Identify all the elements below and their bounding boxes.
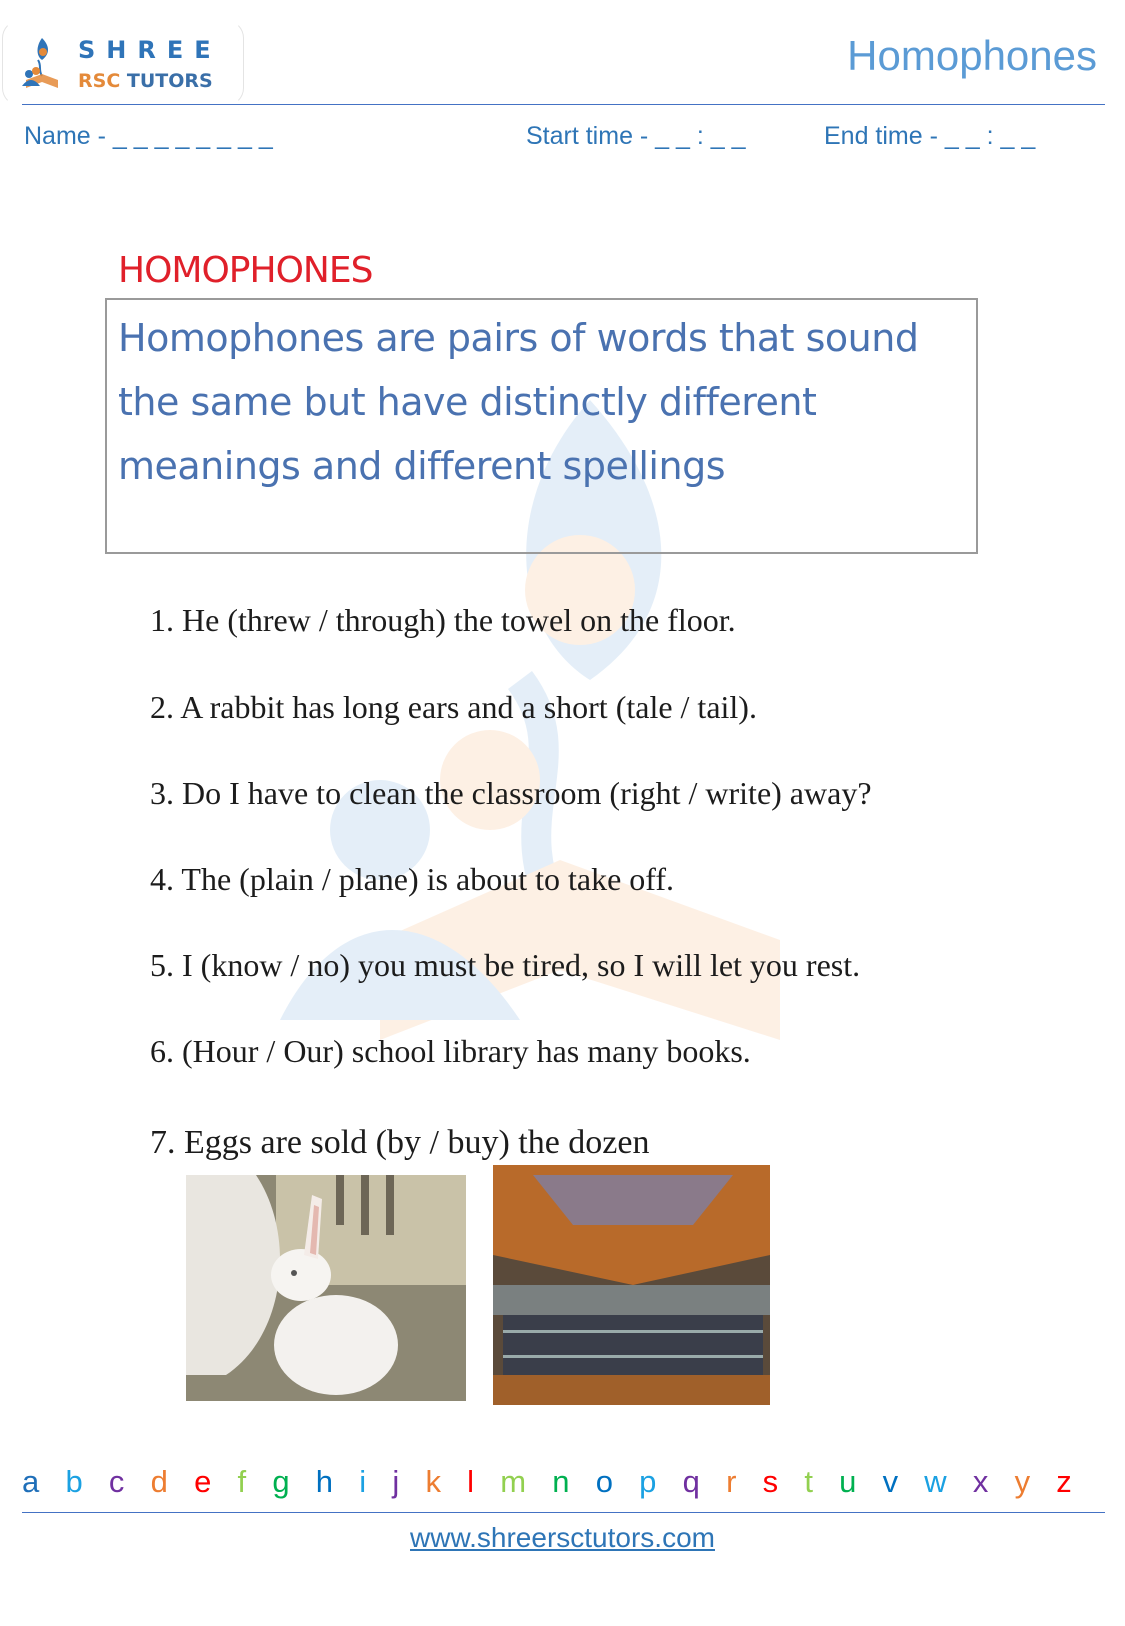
letter: b [65, 1464, 83, 1499]
name-field: Name - _ _ _ _ _ _ _ _ [24, 122, 273, 150]
alphabet-row [22, 1464, 1072, 1500]
letter: y [1014, 1464, 1031, 1499]
page-title: Homophones [847, 32, 1097, 79]
definition-text: Homophones are pairs of words that sound the same but have distinctly different meanings and different spellings [118, 316, 919, 488]
letter: s [762, 1464, 779, 1499]
letter: w [924, 1464, 947, 1499]
section-heading: HOMOPHONES [118, 250, 373, 291]
question-5: 5. I (know / no) you must be tired, so I will let you rest. [150, 947, 861, 983]
letter: h [315, 1464, 334, 1499]
letter: v [882, 1464, 899, 1499]
letter: j [392, 1464, 400, 1499]
letter: q [682, 1464, 700, 1499]
letter: f [237, 1464, 247, 1499]
header-divider [22, 104, 1105, 105]
letter: c [108, 1464, 125, 1499]
question-1: 1. He (threw / through) the towel on the floor. [150, 602, 736, 638]
letter: m [500, 1464, 527, 1499]
letter: e [194, 1464, 212, 1499]
letter: r [726, 1464, 737, 1499]
letter: t [804, 1464, 813, 1499]
letter: n [552, 1464, 570, 1499]
question-2: 2. A rabbit has long ears and a short (tale / tail). [150, 689, 757, 725]
letter: u [839, 1464, 857, 1499]
letter: x [972, 1464, 989, 1499]
website-link[interactable]: www.shreersctutors.com [410, 1522, 715, 1553]
question-3: 3. Do I have to clean the classroom (right / write) away? [150, 775, 872, 811]
question-7: 7. Eggs are sold (by / buy) the dozen [150, 1124, 650, 1161]
logo-rsc: RSC [78, 70, 127, 92]
question-6: 6. (Hour / Our) school library has many books. [150, 1033, 751, 1069]
footer-divider [22, 1512, 1105, 1513]
book-flame-logo-icon [20, 36, 64, 92]
letter: p [639, 1464, 657, 1499]
logo-wordmark-rsc-tutors [78, 70, 213, 92]
rabbit-photo [186, 1175, 466, 1401]
letter: i [359, 1464, 367, 1499]
end-time-field: End time - _ _ : _ _ [824, 122, 1036, 150]
letter: l [467, 1464, 475, 1499]
logo-wordmark-shree: SHREE [78, 36, 222, 64]
question-4: 4. The (plain / plane) is about to take off. [150, 861, 675, 897]
letter: a [22, 1464, 40, 1499]
start-time-field: Start time - _ _ : _ _ [526, 122, 746, 150]
letter: k [425, 1464, 441, 1499]
letter: o [595, 1464, 613, 1499]
library-photo [493, 1165, 770, 1405]
letter: z [1056, 1464, 1072, 1499]
letter: d [150, 1464, 168, 1499]
letter: g [272, 1464, 290, 1499]
logo-tutors: TUTORS [126, 70, 213, 92]
